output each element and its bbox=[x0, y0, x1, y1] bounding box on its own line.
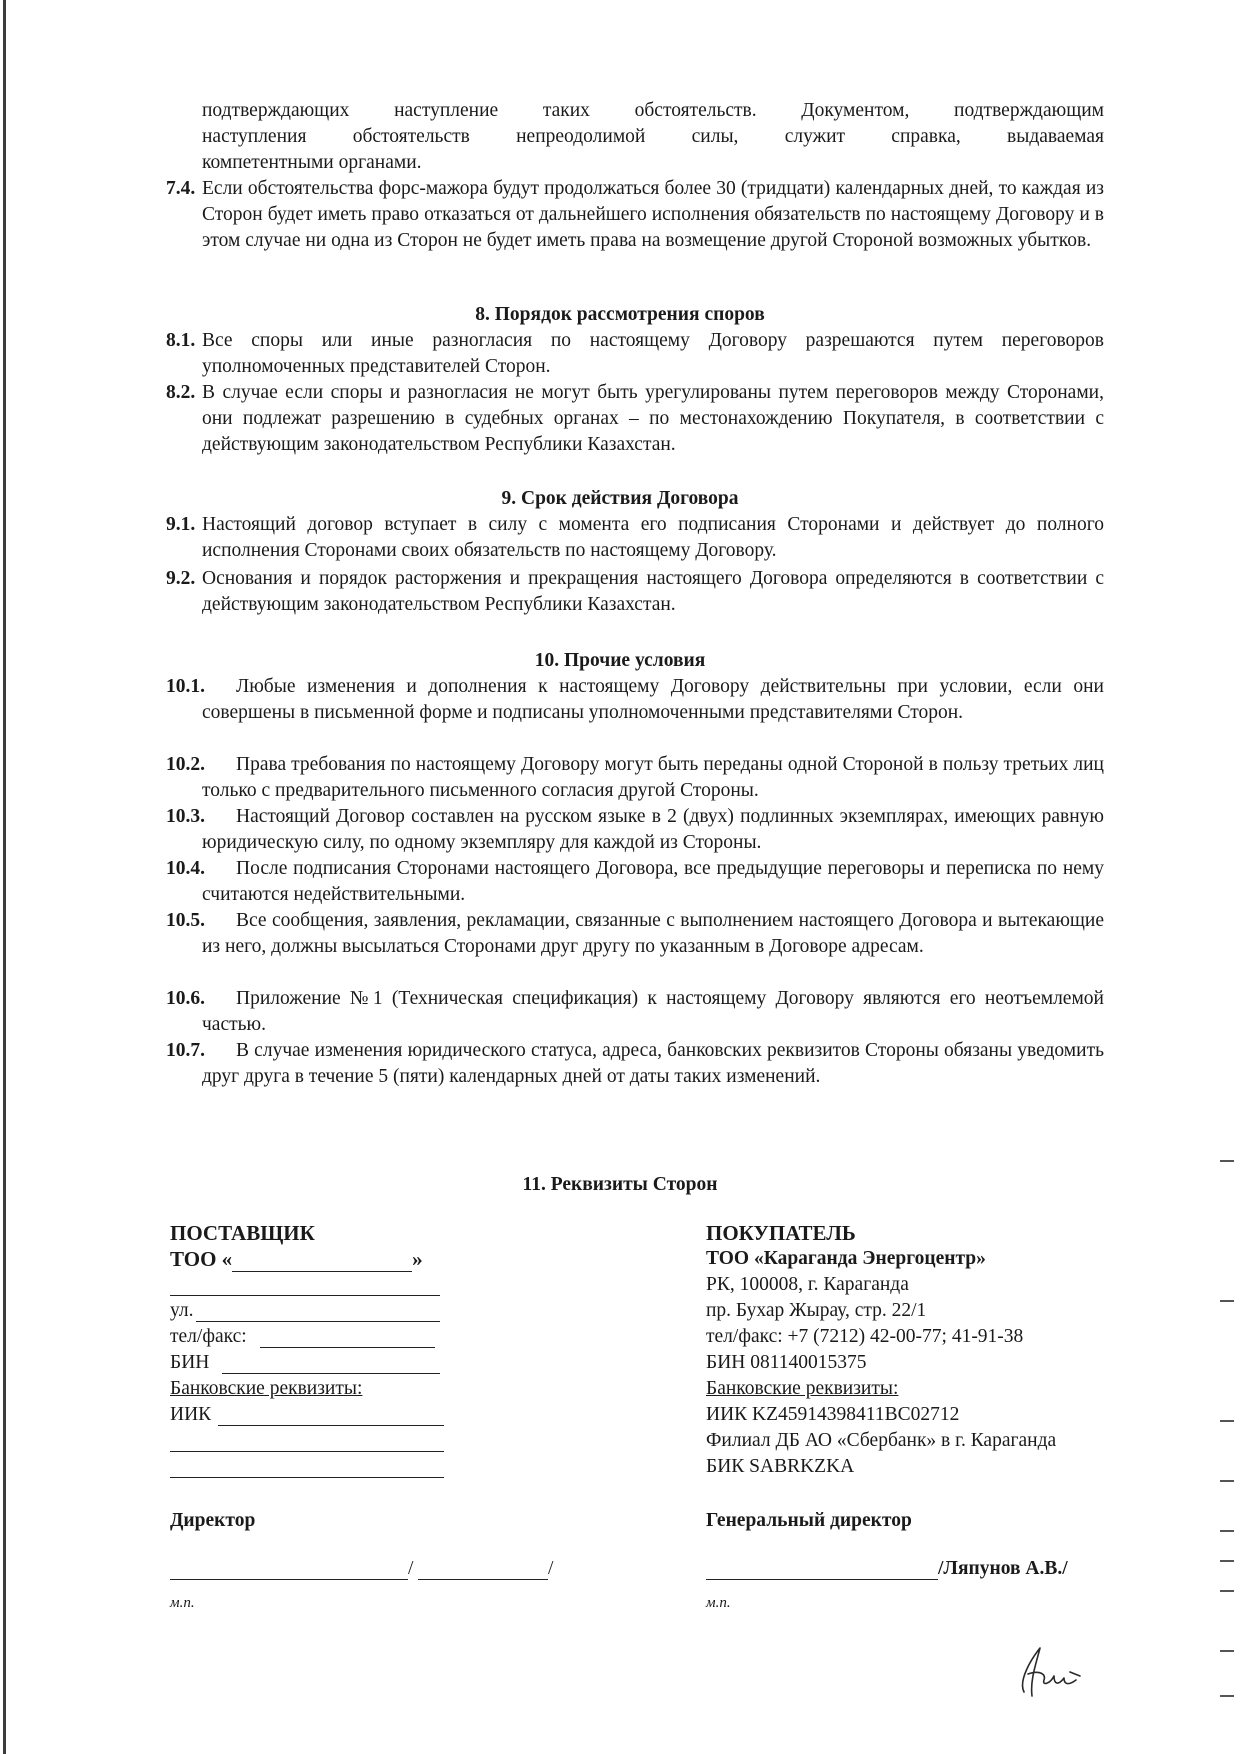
clause-7-4 bbox=[166, 176, 1104, 254]
clause-number: 10.1. bbox=[166, 676, 205, 697]
section-heading-9: 9. Срок действия Договора bbox=[501, 488, 739, 509]
clause-number: 7.4. bbox=[166, 178, 196, 199]
clause-text: Настоящий Договор составлен на русском языке в 2 (двух) подлинных экземплярах, имеющих равную юридическую силу, по одному экземпляру для каждой из Стороны. bbox=[202, 806, 1104, 853]
buyer-bank-label: Банковские реквизиты: bbox=[706, 1378, 899, 1399]
clause-number: 10.5. bbox=[166, 910, 205, 931]
section-heading-10: 10. Прочие условия bbox=[534, 650, 706, 671]
clause-text: Если обстоятельства форс-мажора будут продолжаться более 30 (тридцати) календарных дней, то каждая из Сторон будет иметь право отказаться от дальнейшего исполнения обязательств по настоящему Договору и в этом случае ни одна из Сторон не будет иметь права на возмещение другой Стороной возможных убытков. bbox=[202, 178, 1104, 251]
supplier-bin-label: БИН bbox=[170, 1352, 210, 1373]
supplier-company bbox=[170, 1246, 570, 1272]
clause-number: 10.3. bbox=[166, 806, 205, 827]
supplier-name-line bbox=[418, 1579, 548, 1580]
buyer-role: Генеральный директор bbox=[706, 1510, 912, 1531]
clause-10-6 bbox=[166, 986, 1104, 1038]
buyer-signature-line bbox=[706, 1579, 938, 1580]
clause-10-5 bbox=[166, 908, 1104, 960]
scan-mark bbox=[1220, 1650, 1234, 1652]
supplier-slash: / bbox=[408, 1558, 414, 1579]
supplier-bank-label: Банковские реквизиты: bbox=[170, 1378, 363, 1399]
buyer-bik: БИК SABRKZKA bbox=[706, 1456, 855, 1477]
clause-line: компетентными органами. bbox=[202, 152, 422, 173]
supplier-blank-line bbox=[170, 1451, 444, 1452]
scan-mark bbox=[1220, 1530, 1234, 1532]
clause-10-3 bbox=[166, 804, 1104, 856]
clause-number: 10.7. bbox=[166, 1040, 205, 1061]
supplier-block bbox=[170, 1220, 570, 1272]
supplier-company-suffix: » bbox=[412, 1247, 423, 1271]
supplier-company-prefix: ТОО « bbox=[170, 1247, 233, 1271]
clause-text: Приложение №1 (Техническая спецификация) к настоящему Договору являются его неотъемлемой частью. bbox=[202, 988, 1104, 1035]
clause-text: Права требования по настоящему Договору могут быть переданы одной Стороной в пользу третьих лиц только с предварительного письменного согласия другой Стороны. bbox=[202, 754, 1104, 801]
clause-number: 10.6. bbox=[166, 988, 205, 1009]
signature-stroke bbox=[1023, 1648, 1080, 1696]
section-heading-11: 11. Реквизиты Сторон bbox=[522, 1174, 718, 1195]
buyer-address-2: пр. Бухар Жырау, стр. 22/1 bbox=[706, 1300, 927, 1321]
buyer-company: ТОО «Караганда Энергоцентр» bbox=[706, 1248, 986, 1269]
supplier-signature-line bbox=[170, 1579, 408, 1580]
clause-text: После подписания Сторонами настоящего Договора, все предыдущие переговоры и переписка по нему считаются недействительными. bbox=[202, 858, 1104, 905]
supplier-company-blank bbox=[232, 1251, 412, 1272]
buyer-iik: ИИК KZ45914398411BC02712 bbox=[706, 1404, 960, 1425]
clause-9-2 bbox=[166, 566, 1104, 618]
clause-text: Основания и порядок расторжения и прекращения настоящего Договора определяются в соответствии с действующим законодательством Республики Казахстан. bbox=[202, 568, 1104, 615]
clause-10-1 bbox=[166, 674, 1104, 726]
buyer-address-1: РК, 100008, г. Караганда bbox=[706, 1274, 909, 1295]
scan-mark bbox=[1220, 1590, 1234, 1592]
clause-10-2 bbox=[166, 752, 1104, 804]
buyer-bin: БИН 081140015375 bbox=[706, 1352, 867, 1373]
handwritten-initials bbox=[1010, 1640, 1086, 1702]
clause-number: 10.2. bbox=[166, 754, 205, 775]
scan-mark bbox=[1220, 1480, 1234, 1482]
supplier-stamp-label: м.п. bbox=[170, 1595, 195, 1611]
clause-text: Настоящий договор вступает в силу с момента его подписания Сторонами и действует до полного исполнения Сторонами своих обязательств по настоящему Договору. bbox=[202, 514, 1104, 561]
clause-line: подтверждающих наступление таких обстоятельств. Документом, подтверждающим bbox=[202, 100, 1104, 121]
clause-8-1 bbox=[166, 328, 1104, 380]
buyer-bank: Филиал ДБ АО «Сбербанк» в г. Караганда bbox=[706, 1430, 1057, 1451]
clause-10-4 bbox=[166, 856, 1104, 908]
buyer-phone: тел/факс: +7 (7212) 42-00-77; 41-91-38 bbox=[706, 1326, 1024, 1347]
clause-text: В случае изменения юридического статуса, адреса, банковских реквизитов Стороны обязаны уведомить друг друга в течение 5 (пяти) календарных дней от даты таких изменений. bbox=[202, 1040, 1104, 1087]
scan-mark bbox=[1220, 1560, 1234, 1562]
supplier-blank-line bbox=[170, 1295, 440, 1296]
clause-number: 9.2. bbox=[166, 568, 196, 589]
scan-mark bbox=[1220, 1160, 1234, 1162]
clause-8-2 bbox=[166, 380, 1104, 458]
clause-number: 8.2. bbox=[166, 382, 196, 403]
scan-edge bbox=[3, 0, 6, 1754]
supplier-role: Директор bbox=[170, 1510, 256, 1531]
clause-7-3-tail bbox=[202, 98, 1104, 176]
scan-mark bbox=[1220, 1695, 1234, 1697]
clause-line: наступления обстоятельств непреодолимой силы, служит справка, выдаваемая bbox=[202, 126, 1104, 147]
buyer-block bbox=[706, 1220, 1126, 1480]
supplier-heading: ПОСТАВЩИК bbox=[170, 1221, 315, 1245]
section-heading-8: 8. Порядок рассмотрения споров bbox=[475, 304, 765, 325]
scan-mark bbox=[1220, 1300, 1234, 1302]
supplier-slash: / bbox=[548, 1558, 554, 1579]
supplier-iik-blank bbox=[218, 1425, 444, 1426]
scan-mark bbox=[1220, 1420, 1234, 1422]
supplier-phone-label: тел/факс: bbox=[170, 1326, 247, 1347]
supplier-iik-label: ИИК bbox=[170, 1404, 212, 1425]
supplier-fields bbox=[170, 1298, 570, 1428]
supplier-blank-line bbox=[170, 1477, 444, 1478]
supplier-street-blank bbox=[196, 1321, 440, 1322]
supplier-phone-blank bbox=[260, 1347, 435, 1348]
clause-number: 10.4. bbox=[166, 858, 205, 879]
supplier-bin-blank bbox=[222, 1373, 440, 1374]
clause-number: 9.1. bbox=[166, 514, 196, 535]
clause-text: Все сообщения, заявления, рекламации, связанные с выполнением настоящего Договора и вытекающие из него, должны высылаться Сторонами друг другу по указанным в Договоре адресам. bbox=[202, 910, 1104, 957]
buyer-stamp-label: м.п. bbox=[706, 1595, 731, 1611]
clause-10-7 bbox=[166, 1038, 1104, 1090]
clause-text: Любые изменения и дополнения к настоящему Договору действительны при условии, если они совершены в письменной форме и подписаны уполномоченными представителями Сторон. bbox=[202, 676, 1104, 723]
clause-text: В случае если споры и разногласия не могут быть урегулированы путем переговоров между Сторонами, они подлежат разрешению в судебных органах – по местонахождению Покупателя, в соответствии с действующим законодательством Республики Казахстан. bbox=[202, 382, 1104, 455]
clause-number: 8.1. bbox=[166, 330, 196, 351]
buyer-signer: /Ляпунов А.В./ bbox=[938, 1558, 1068, 1579]
clause-text: Все споры или иные разногласия по настоящему Договору разрешаются путем переговоров уполномоченных представителей Сторон. bbox=[202, 330, 1104, 377]
buyer-heading: ПОКУПАТЕЛЬ bbox=[706, 1221, 856, 1245]
supplier-street-label: ул. bbox=[170, 1300, 194, 1321]
clause-9-1 bbox=[166, 512, 1104, 564]
